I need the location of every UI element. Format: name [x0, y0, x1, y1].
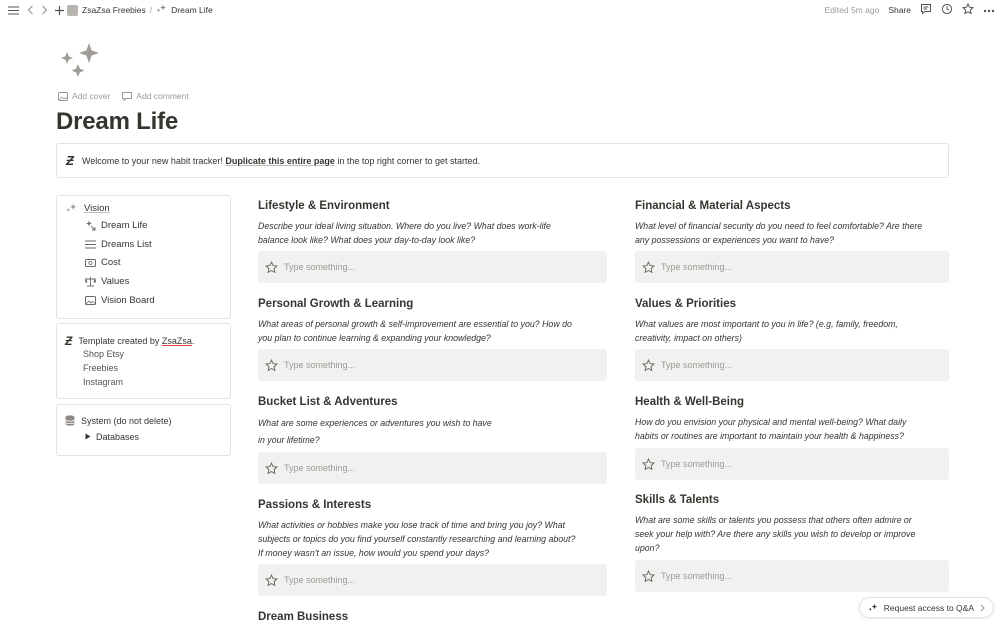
share-button[interactable]: Share	[888, 5, 911, 15]
page-title[interactable]: Dream Life	[56, 108, 179, 135]
description-line: creativity, impact on others)	[635, 333, 742, 343]
zsazsa-logo-icon: Ƶ	[66, 153, 74, 168]
forward-icon[interactable]	[37, 3, 51, 17]
section-title-values-priorities: Values & Priorities	[635, 298, 736, 310]
more-options-icon[interactable]	[983, 5, 995, 15]
sidebar-item-dream-life[interactable]	[85, 220, 147, 231]
sidebar-item-dreams-list[interactable]	[85, 239, 152, 250]
favorite-star-icon[interactable]	[962, 3, 974, 17]
workspace-thumbnail-icon	[67, 5, 78, 16]
image-icon	[58, 92, 68, 101]
callout-text	[82, 156, 480, 166]
template-credit-prefix: Template created by	[78, 336, 162, 346]
input-placeholder: Type something...	[284, 575, 356, 585]
description-line: seek your help with? Are there any skills you wish to develop or improve	[635, 529, 916, 539]
star-icon	[642, 458, 655, 471]
page-sparkle-icon[interactable]	[58, 42, 102, 80]
plus-icon[interactable]	[52, 3, 66, 17]
duplicate-page-link[interactable]: Duplicate this entire page	[225, 155, 335, 166]
input-placeholder: Type something...	[661, 262, 733, 272]
breadcrumb-separator: /	[149, 5, 153, 15]
section-title-lifestyle-environment: Lifestyle & Environment	[258, 200, 390, 212]
add-cover-button[interactable]	[58, 91, 110, 101]
description-line: What activities or hobbies make you lose track of time and bring you joy? What	[258, 520, 566, 530]
sidebar-item-vision-board[interactable]	[85, 295, 155, 306]
section-title-bucket-list-adventures: Bucket List & Adventures	[258, 396, 398, 408]
callout-text-before: Welcome to your new habit tracker!	[81, 155, 226, 166]
top-bar	[0, 0, 1005, 20]
freebies-link[interactable]: Freebies	[83, 363, 119, 373]
callout-text-after: in the top right corner to get started.	[334, 155, 480, 166]
description-line: What are some experiences or adventures you wish to have	[258, 418, 492, 428]
description-line: balance look like? What does your day-to-day look like?	[258, 235, 476, 245]
section-title-financial-material-aspects: Financial & Material Aspects	[635, 200, 791, 212]
databases-label: Databases	[96, 432, 140, 442]
response-input-passions-interests[interactable]	[258, 564, 607, 596]
description-line: upon?	[635, 543, 660, 553]
response-input-bucket-list-adventures[interactable]	[258, 452, 607, 484]
request-qa-button[interactable]	[859, 597, 994, 618]
breadcrumb-sparkle-icon	[156, 4, 167, 16]
comments-icon[interactable]	[920, 3, 932, 17]
section-description	[635, 317, 959, 345]
template-credit-text	[78, 336, 194, 346]
description-line: What level of financial security do you need to feel comfortable? Are there	[635, 221, 923, 231]
description-line: subjects or topics do you find yourself constantly researching and learning about?	[258, 534, 576, 544]
sparkle-arrow-icon	[85, 220, 96, 231]
vision-nav-box	[56, 195, 231, 319]
money-icon	[85, 257, 96, 268]
response-input-skills-talents[interactable]	[635, 560, 949, 592]
list-icon	[85, 239, 96, 250]
sidebar-item-cost[interactable]	[85, 257, 121, 268]
section-description	[258, 518, 617, 560]
system-box	[56, 404, 231, 456]
description-line: Describe your ideal living situation. Where do you live? What does work-life	[258, 221, 551, 231]
add-comment-label: Add comment	[136, 91, 189, 101]
description-line: in your lifetime?	[258, 435, 320, 445]
vision-label: Vision	[84, 203, 110, 214]
breadcrumb-workspace[interactable]: ZsaZsa Freebies	[82, 5, 146, 15]
input-placeholder: Type something...	[284, 262, 356, 272]
input-placeholder: Type something...	[661, 571, 733, 581]
section-description	[635, 415, 959, 443]
creator-link[interactable]: ZsaZsa	[161, 336, 192, 346]
vision-heading[interactable]	[65, 203, 110, 214]
response-input-health-well-being[interactable]	[635, 448, 949, 480]
welcome-callout	[56, 143, 949, 178]
section-title-personal-growth-learning: Personal Growth & Learning	[258, 298, 414, 310]
section-description	[635, 219, 959, 247]
instagram-link[interactable]: Instagram	[83, 377, 124, 387]
top-right-actions	[824, 3, 995, 17]
description-line: any possessions or experiences you want to have?	[635, 235, 835, 245]
response-input-lifestyle-environment[interactable]	[258, 251, 607, 283]
sidebar-item-values[interactable]	[85, 276, 129, 287]
sidebar-item-label: Vision Board	[101, 295, 155, 306]
system-label: System (do not delete)	[81, 415, 172, 426]
zsazsa-logo-icon: Ƶ	[65, 334, 73, 348]
back-icon[interactable]	[23, 3, 37, 17]
section-description	[635, 513, 959, 555]
sparkle-icon	[65, 203, 78, 214]
chevron-right-icon	[980, 604, 985, 612]
scale-icon	[85, 276, 96, 287]
template-credit-suffix: .	[191, 336, 195, 346]
template-credit-box	[56, 323, 231, 399]
image-icon	[85, 295, 96, 306]
databases-toggle[interactable]	[85, 432, 139, 442]
database-icon	[65, 415, 75, 426]
request-qa-label: Request access to Q&A	[883, 602, 974, 613]
template-credit	[65, 334, 194, 348]
sparkle-icon	[868, 603, 878, 613]
sidebar-item-label: Values	[101, 276, 130, 287]
star-icon	[265, 261, 278, 274]
section-description	[258, 219, 617, 247]
edited-status: Edited 5m ago	[824, 5, 880, 15]
input-placeholder: Type something...	[284, 463, 356, 473]
description-line: What areas of personal growth & self-improvement are essential to you? How do	[258, 319, 572, 329]
input-placeholder: Type something...	[661, 360, 733, 370]
section-title-passions-interests: Passions & Interests	[258, 499, 372, 511]
response-input-personal-growth-learning[interactable]	[258, 349, 607, 381]
history-icon[interactable]	[941, 3, 953, 17]
breadcrumb-page[interactable]: Dream Life	[171, 5, 213, 15]
system-heading[interactable]	[65, 415, 172, 426]
sidebar-item-label: Cost	[101, 257, 121, 268]
section-description	[258, 415, 617, 449]
description-line: If money wasn't an issue, how would you spend your days?	[258, 548, 490, 558]
description-line: you plan to continue learning & expanding your knowledge?	[258, 333, 491, 343]
description-line: What are some skills or talents you possess that others often admire or	[635, 515, 912, 525]
menu-icon[interactable]	[6, 3, 20, 17]
star-icon	[642, 359, 655, 372]
triangle-right-icon	[85, 432, 91, 442]
description-line: habits or routines are important to maintain your health & happiness?	[635, 431, 904, 441]
input-placeholder: Type something...	[284, 360, 356, 370]
star-icon	[642, 570, 655, 583]
comment-icon	[122, 92, 132, 101]
section-title-health-well-being: Health & Well-Being	[635, 396, 745, 408]
star-icon	[642, 261, 655, 274]
section-title-skills-talents: Skills & Talents	[635, 494, 720, 506]
section-description	[258, 317, 617, 345]
breadcrumb	[67, 4, 213, 16]
add-comment-button[interactable]	[122, 91, 188, 101]
star-icon	[265, 359, 278, 372]
star-icon	[265, 462, 278, 475]
input-placeholder: Type something...	[661, 459, 733, 469]
sidebar-item-label: Dreams List	[101, 239, 152, 250]
add-cover-label: Add cover	[72, 91, 111, 101]
response-input-financial-material-aspects[interactable]	[635, 251, 949, 283]
section-title-dream-business: Dream Business	[258, 611, 349, 623]
description-line: What values are most important to you in life? (e.g, family, freedom,	[635, 319, 898, 329]
sidebar-item-label: Dream Life	[101, 220, 148, 231]
response-input-values-priorities[interactable]	[635, 349, 949, 381]
shop-etsy-link[interactable]: Shop Etsy	[83, 349, 125, 359]
description-line: How do you envision your physical and mental well-being? What daily	[635, 417, 907, 427]
page-header-actions	[58, 91, 189, 101]
star-icon	[265, 574, 278, 587]
